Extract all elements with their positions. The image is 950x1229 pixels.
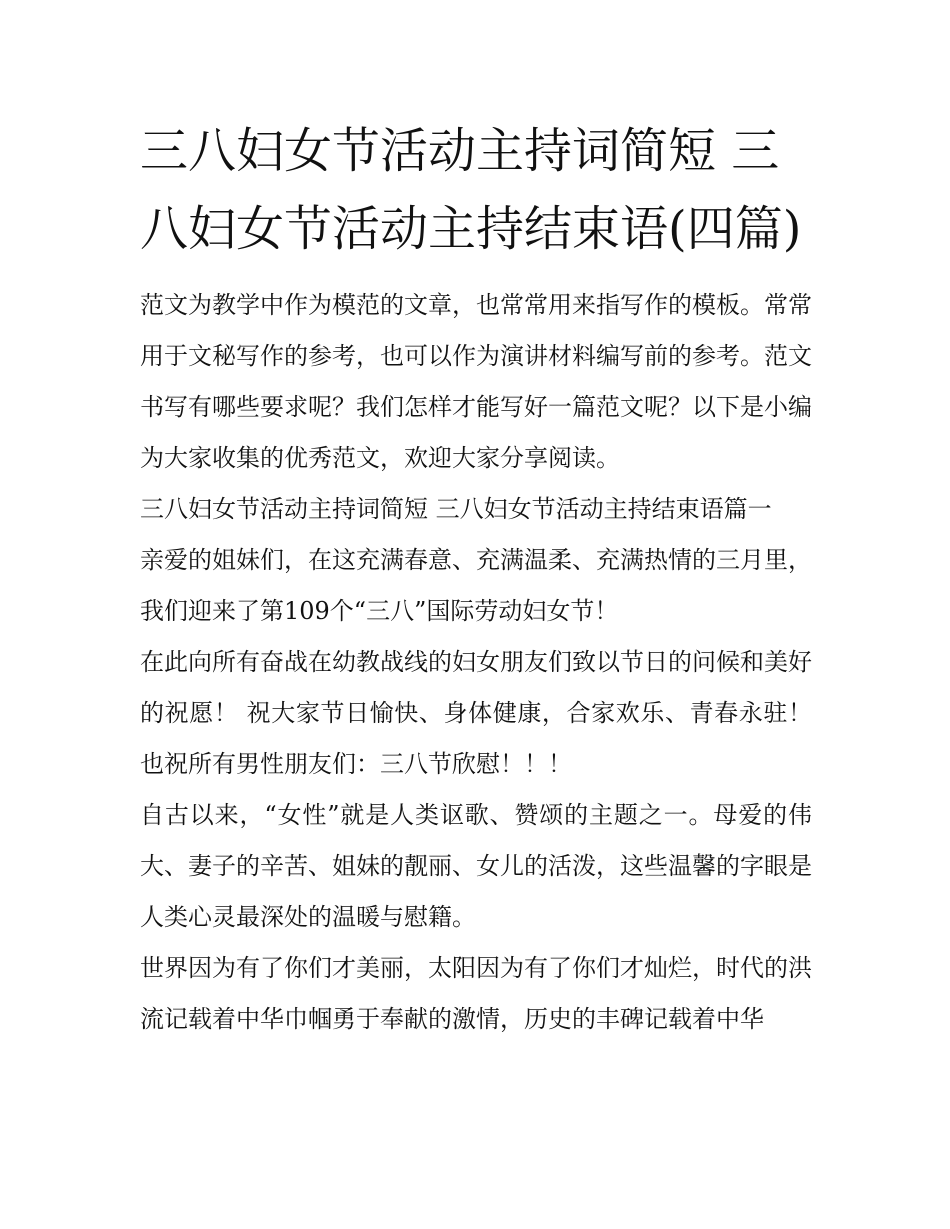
paragraph-world: 世界因为有了你们才美丽，太阳因为有了你们才灿烂，时代的洪流记载着中华巾帼勇于奉献的激情，历史的丰碑记载着中华 bbox=[140, 954, 812, 1033]
paragraph-wishes: 在此向所有奋战在幼教战线的妇女朋友们致以节日的问候和美好的祝愿！ 祝大家节日愉快、身体健康，合家欢乐、青春永驻！ 也祝所有男性朋友们：三八节欣慰！！！ bbox=[140, 648, 812, 778]
document-page bbox=[140, 112, 812, 1045]
paragraph-section-heading: 三八妇女节活动主持词简短 三八妇女节活动主持结束语篇一 bbox=[140, 495, 772, 523]
paragraph-intro: 范文为教学中作为模范的文章，也常常用来指写作的模板。常常用于文秘写作的参考，也可以作为演讲材料编写前的参考。范文书写有哪些要求呢？我们怎样才能写好一篇范文呢？以下是小编为大家收集的优秀范文，欢迎大家分享阅读。 bbox=[140, 291, 812, 472]
document-title: 三八妇女节活动主持词简短 三八妇女节活动主持结束语(四篇) bbox=[140, 123, 802, 257]
paragraph-greeting: 亲爱的姐妹们，在这充满春意、充满温柔、充满热情的三月里，我们迎来了第109个“三八”国际劳动妇女节！ bbox=[140, 546, 812, 625]
paragraph-women-theme: 自古以来，“女性”就是人类讴歌、赞颂的主题之一。母爱的伟大、妻子的辛苦、姐妹的靓丽、女儿的活泼，这些温馨的字眼是人类心灵最深处的温暖与慰籍。 bbox=[140, 801, 812, 931]
